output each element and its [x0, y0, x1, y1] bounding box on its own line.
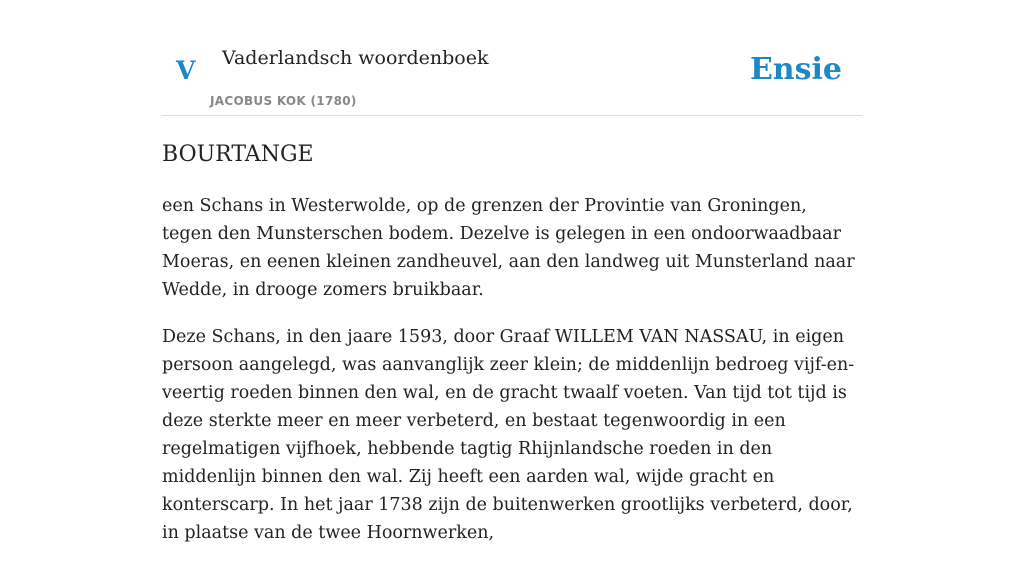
book-header — [162, 0, 862, 116]
brand-logo-link[interactable]: Ensie — [749, 52, 842, 87]
book-author: JACOBUS KOK (1780) — [210, 94, 357, 108]
entry-title: BOURTANGE — [162, 142, 314, 167]
entry-paragraph: Deze Schans, in den jaare 1593, door Graaf WILLEM VAN NASSAU, in eigen persoon aangelegd, was aanvanglijk zeer klein; de middenlijn bedroeg vijf-en-veertig roeden binnen den wal, en de gracht twaalf voeten. Van tijd tot tijd is deze sterkte meer en meer verbeterd, en bestaat tegenwoordig in een regelmatigen vijfhoek, hebbende tagtig Rhijnlandsche roeden in den middenlijn binnen den wal. Zij heeft een aarden wal, wijde gracht en konterscarp. In het jaar 1738 zijn de buitenwerken grootlijks verbeterd, door, in plaatse van de twee Hoornwerken, — [162, 327, 855, 543]
book-title-link[interactable]: Vaderlandsch woordenboek — [222, 47, 489, 69]
entry-paragraph: een Schans in Westerwolde, op de grenzen der Provintie van Groningen, tegen den Munsterschen bodem. Dezelve is gelegen in een ondoorwaadbaar Moeras, en eenen kleinen zandheuvel, aan den landweg uit Munsterland naar Wedde, in drooge zomers bruikbaar. — [162, 196, 855, 300]
book-letter-icon[interactable]: V — [176, 56, 196, 85]
entry-content — [162, 192, 862, 566]
